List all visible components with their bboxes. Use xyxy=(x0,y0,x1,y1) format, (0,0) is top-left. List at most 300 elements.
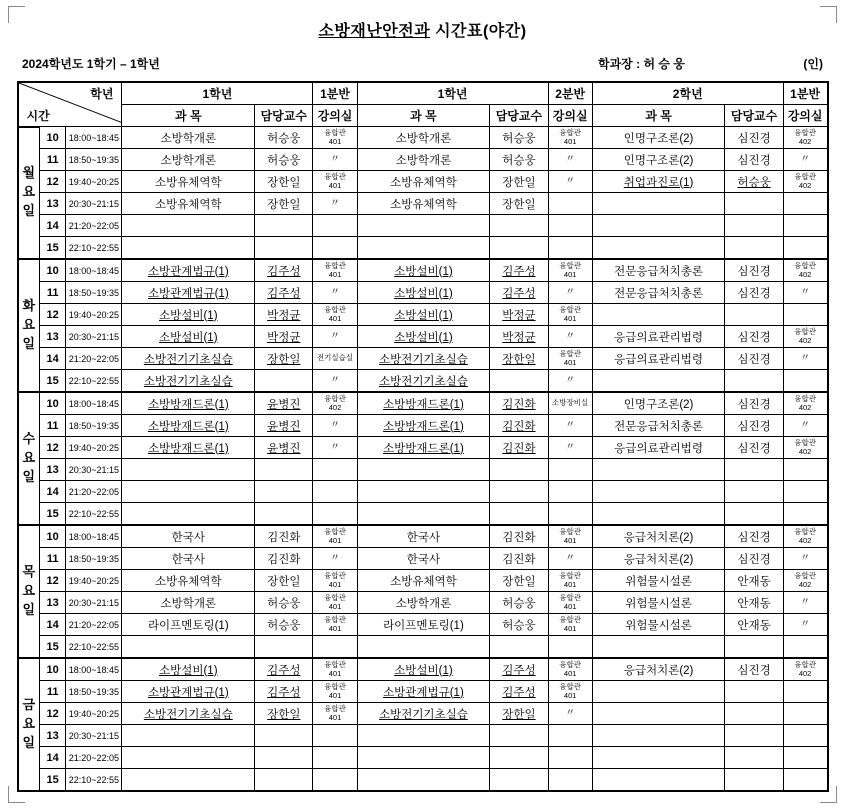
cell-subject-3: 위험물시설론 xyxy=(592,592,725,614)
cell-professor-3: 심진경 xyxy=(725,149,783,171)
col-professor-1: 담당교수 xyxy=(255,105,313,127)
period-time: 18:00~18:45 xyxy=(66,525,122,548)
cell-room-2: 〃 xyxy=(548,370,592,393)
cell-room-2: 소방장비실 xyxy=(548,392,592,415)
cell-subject-3 xyxy=(592,681,725,703)
cell-professor-3: 심진경 xyxy=(725,415,783,437)
cell-room-2: 〃 xyxy=(548,437,592,459)
cell-room-2: 융합관 401 xyxy=(548,592,592,614)
cell-room-1: 융합관 401 xyxy=(313,614,357,636)
table-row xyxy=(18,415,828,437)
period-number: 14 xyxy=(40,481,66,503)
period-number: 10 xyxy=(40,525,66,548)
cell-subject-2: 소방유체역학 xyxy=(357,570,490,592)
group-3-class: 1분반 xyxy=(783,82,827,105)
cell-subject-3 xyxy=(592,370,725,393)
cell-professor-1 xyxy=(255,237,313,260)
table-row xyxy=(18,525,828,548)
cell-room-1 xyxy=(313,215,357,237)
cell-room-2 xyxy=(548,237,592,260)
cell-subject-2: 소방전기기초실습 xyxy=(357,703,490,725)
cell-subject-3 xyxy=(592,769,725,792)
cell-professor-2 xyxy=(490,636,548,659)
cell-subject-2 xyxy=(357,459,490,481)
cell-subject-2: 라이프멘토링(1) xyxy=(357,614,490,636)
cell-room-3: 융합관 402 xyxy=(783,127,827,149)
period-number: 13 xyxy=(40,193,66,215)
cell-room-3: 융합관 402 xyxy=(783,570,827,592)
cell-subject-1: 소방학개론 xyxy=(122,149,255,171)
cell-professor-2 xyxy=(490,503,548,526)
cell-subject-3 xyxy=(592,503,725,526)
period-number: 11 xyxy=(40,548,66,570)
cell-room-2: 융합관 401 xyxy=(548,127,592,149)
cell-subject-1: 소방설비(1) xyxy=(122,326,255,348)
table-row xyxy=(18,503,828,526)
period-time: 22:10~22:55 xyxy=(66,370,122,393)
cell-room-1: 〃 xyxy=(313,149,357,171)
cell-professor-1: 윤병진 xyxy=(255,392,313,415)
table-row xyxy=(18,747,828,769)
cell-professor-2: 허승웅 xyxy=(490,149,548,171)
period-number: 13 xyxy=(40,592,66,614)
cell-room-2: 융합관 401 xyxy=(548,525,592,548)
cell-professor-2: 박정균 xyxy=(490,326,548,348)
cell-room-3: 융합관 402 xyxy=(783,171,827,193)
cell-room-3 xyxy=(783,681,827,703)
cell-room-2: 〃 xyxy=(548,548,592,570)
cell-subject-2: 소방방재드론(1) xyxy=(357,437,490,459)
table-row xyxy=(18,215,828,237)
period-number: 15 xyxy=(40,503,66,526)
period-number: 12 xyxy=(40,437,66,459)
table-row xyxy=(18,636,828,659)
cell-room-1 xyxy=(313,769,357,792)
period-time: 19:40~20:25 xyxy=(66,570,122,592)
period-number: 13 xyxy=(40,725,66,747)
cell-room-2: 〃 xyxy=(548,171,592,193)
table-row xyxy=(18,459,828,481)
cell-professor-1: 윤병진 xyxy=(255,437,313,459)
crop-mark-bottom-left xyxy=(8,786,25,803)
cell-subject-3: 전문응급처치총론 xyxy=(592,259,725,282)
cell-subject-1: 소방관계법규(1) xyxy=(122,282,255,304)
period-time: 20:30~21:15 xyxy=(66,592,122,614)
cell-professor-3 xyxy=(725,237,783,260)
cell-subject-1 xyxy=(122,459,255,481)
group-2-class: 2분반 xyxy=(548,82,592,105)
cell-subject-3 xyxy=(592,215,725,237)
cell-subject-2 xyxy=(357,503,490,526)
cell-subject-2: 소방설비(1) xyxy=(357,326,490,348)
cell-subject-1: 소방관계법규(1) xyxy=(122,259,255,282)
period-number: 14 xyxy=(40,348,66,370)
period-number: 11 xyxy=(40,282,66,304)
table-row xyxy=(18,348,828,370)
cell-subject-2 xyxy=(357,725,490,747)
period-time: 22:10~22:55 xyxy=(66,636,122,659)
cell-room-3: 융합관 402 xyxy=(783,658,827,681)
cell-subject-1: 소방관계법규(1) xyxy=(122,681,255,703)
cell-professor-1 xyxy=(255,769,313,792)
cell-subject-3 xyxy=(592,304,725,326)
table-row xyxy=(18,149,828,171)
cell-room-3 xyxy=(783,193,827,215)
cell-room-1: 융합관 401 xyxy=(313,127,357,149)
cell-room-2 xyxy=(548,459,592,481)
cell-professor-1: 허승웅 xyxy=(255,592,313,614)
col-room-3: 강의실 xyxy=(783,105,827,127)
cell-professor-1: 김주성 xyxy=(255,658,313,681)
cell-professor-1: 윤병진 xyxy=(255,415,313,437)
period-number: 12 xyxy=(40,570,66,592)
cell-subject-3: 위험물시설론 xyxy=(592,570,725,592)
cell-professor-3 xyxy=(725,459,783,481)
period-number: 13 xyxy=(40,326,66,348)
table-row xyxy=(18,259,828,282)
cell-subject-1: 소방설비(1) xyxy=(122,658,255,681)
cell-room-3 xyxy=(783,703,827,725)
cell-room-2: 융합관 401 xyxy=(548,348,592,370)
table-row xyxy=(18,592,828,614)
group-1-grade: 1학년 xyxy=(122,82,313,105)
cell-subject-2 xyxy=(357,215,490,237)
cell-room-3: 융합관 402 xyxy=(783,259,827,282)
cell-subject-2 xyxy=(357,237,490,260)
cell-subject-1: 소방방재드론(1) xyxy=(122,437,255,459)
cell-subject-3 xyxy=(592,237,725,260)
period-number: 15 xyxy=(40,769,66,792)
cell-subject-2: 소방전기기초실습 xyxy=(357,370,490,393)
period-time: 19:40~20:25 xyxy=(66,304,122,326)
cell-professor-2: 김진화 xyxy=(490,392,548,415)
group-1-class: 1분반 xyxy=(313,82,357,105)
cell-subject-3: 인명구조론(2) xyxy=(592,392,725,415)
cell-professor-3: 심진경 xyxy=(725,282,783,304)
table-row xyxy=(18,548,828,570)
cell-room-3: 〃 xyxy=(783,348,827,370)
cell-subject-1 xyxy=(122,503,255,526)
table-row xyxy=(18,658,828,681)
cell-professor-1: 김진화 xyxy=(255,525,313,548)
cell-professor-3: 안재동 xyxy=(725,592,783,614)
cell-professor-2: 김주성 xyxy=(490,282,548,304)
cell-room-2 xyxy=(548,725,592,747)
cell-professor-3: 심진경 xyxy=(725,548,783,570)
cell-room-2 xyxy=(548,747,592,769)
cell-subject-1 xyxy=(122,215,255,237)
cell-room-1: 융합관 401 xyxy=(313,259,357,282)
day-label-5: 금 요 일 xyxy=(18,658,40,791)
period-number: 10 xyxy=(40,392,66,415)
cell-professor-2: 장한일 xyxy=(490,570,548,592)
day-label-3: 수 요 일 xyxy=(18,392,40,525)
table-row xyxy=(18,437,828,459)
cell-room-1: 〃 xyxy=(313,370,357,393)
cell-professor-3: 심진경 xyxy=(725,525,783,548)
cell-professor-2: 김진화 xyxy=(490,548,548,570)
cell-subject-3 xyxy=(592,193,725,215)
cell-subject-2 xyxy=(357,747,490,769)
period-time: 18:50~19:35 xyxy=(66,681,122,703)
cell-professor-3 xyxy=(725,636,783,659)
cell-subject-2: 소방학개론 xyxy=(357,127,490,149)
cell-subject-2: 한국사 xyxy=(357,548,490,570)
cell-professor-1 xyxy=(255,459,313,481)
cell-professor-3: 허승웅 xyxy=(725,171,783,193)
cell-subject-2 xyxy=(357,636,490,659)
cell-room-2: 융합관 401 xyxy=(548,614,592,636)
cell-professor-3: 심진경 xyxy=(725,437,783,459)
period-time: 21:20~22:05 xyxy=(66,747,122,769)
header-corner-time: 시간 xyxy=(26,108,50,123)
cell-professor-1: 장한일 xyxy=(255,703,313,725)
col-professor-3: 담당교수 xyxy=(725,105,783,127)
cell-room-2: 〃 xyxy=(548,415,592,437)
cell-subject-1 xyxy=(122,725,255,747)
cell-room-3: 융합관 402 xyxy=(783,326,827,348)
cell-professor-2 xyxy=(490,215,548,237)
cell-professor-3 xyxy=(725,193,783,215)
cell-professor-3 xyxy=(725,703,783,725)
cell-room-3: 〃 xyxy=(783,592,827,614)
cell-room-3 xyxy=(783,636,827,659)
cell-professor-3: 심진경 xyxy=(725,392,783,415)
period-time: 22:10~22:55 xyxy=(66,769,122,792)
cell-subject-1 xyxy=(122,481,255,503)
cell-professor-1: 허승웅 xyxy=(255,614,313,636)
col-room-1: 강의실 xyxy=(313,105,357,127)
cell-professor-3 xyxy=(725,769,783,792)
cell-room-1: 전기실습실 xyxy=(313,348,357,370)
table-row xyxy=(18,304,828,326)
cell-professor-3 xyxy=(725,725,783,747)
period-time: 18:50~19:35 xyxy=(66,415,122,437)
cell-subject-1: 소방유체역학 xyxy=(122,570,255,592)
cell-room-1: 융합관 401 xyxy=(313,703,357,725)
period-time: 18:00~18:45 xyxy=(66,259,122,282)
col-professor-2: 담당교수 xyxy=(490,105,548,127)
cell-subject-1 xyxy=(122,747,255,769)
cell-room-2 xyxy=(548,481,592,503)
cell-professor-3 xyxy=(725,215,783,237)
table-row xyxy=(18,370,828,393)
cell-professor-3: 심진경 xyxy=(725,326,783,348)
period-time: 18:50~19:35 xyxy=(66,282,122,304)
table-row xyxy=(18,614,828,636)
cell-subject-2: 소방관계법규(1) xyxy=(357,681,490,703)
crop-mark-bottom-right xyxy=(820,786,837,803)
cell-room-3 xyxy=(783,237,827,260)
cell-professor-2: 허승웅 xyxy=(490,592,548,614)
cell-subject-1: 소방전기기초실습 xyxy=(122,348,255,370)
cell-professor-2: 장한일 xyxy=(490,348,548,370)
period-number: 14 xyxy=(40,614,66,636)
cell-room-1: 〃 xyxy=(313,548,357,570)
department-head-label: 학과장 : 허 승 웅 xyxy=(598,57,685,71)
cell-professor-2: 김주성 xyxy=(490,658,548,681)
cell-professor-3 xyxy=(725,304,783,326)
cell-professor-2: 김주성 xyxy=(490,681,548,703)
cell-professor-1 xyxy=(255,370,313,393)
cell-subject-2: 소방전기기초실습 xyxy=(357,348,490,370)
group-3-grade: 2학년 xyxy=(592,82,783,105)
cell-professor-2: 장한일 xyxy=(490,703,548,725)
cell-subject-3: 취업과진로(1) xyxy=(592,171,725,193)
cell-room-1: 〃 xyxy=(313,326,357,348)
table-row xyxy=(18,703,828,725)
cell-professor-1 xyxy=(255,503,313,526)
cell-room-3 xyxy=(783,503,827,526)
cell-room-3: 〃 xyxy=(783,282,827,304)
cell-professor-3: 안재동 xyxy=(725,614,783,636)
cell-subject-2: 소방설비(1) xyxy=(357,259,490,282)
cell-room-2: 융합관 401 xyxy=(548,658,592,681)
cell-room-3 xyxy=(783,747,827,769)
cell-subject-2: 소방설비(1) xyxy=(357,304,490,326)
semester-label: 2024학년도 1학기 – 1학년 xyxy=(22,57,160,71)
cell-room-3: 융합관 402 xyxy=(783,437,827,459)
cell-subject-2: 소방학개론 xyxy=(357,592,490,614)
cell-professor-2 xyxy=(490,237,548,260)
period-time: 21:20~22:05 xyxy=(66,215,122,237)
period-number: 14 xyxy=(40,215,66,237)
cell-room-1: 융합관 401 xyxy=(313,592,357,614)
period-number: 11 xyxy=(40,681,66,703)
cell-subject-3: 전문응급처치총론 xyxy=(592,282,725,304)
cell-subject-2: 소방설비(1) xyxy=(357,658,490,681)
crop-mark-top-left xyxy=(8,6,25,23)
cell-room-1: 융합관 401 xyxy=(313,171,357,193)
subheader xyxy=(18,53,827,75)
cell-room-1 xyxy=(313,725,357,747)
cell-subject-3 xyxy=(592,481,725,503)
cell-room-3 xyxy=(783,725,827,747)
period-time: 18:50~19:35 xyxy=(66,149,122,171)
cell-professor-2: 김주성 xyxy=(490,259,548,282)
period-number: 15 xyxy=(40,636,66,659)
cell-room-2 xyxy=(548,215,592,237)
col-subject-1: 과 목 xyxy=(122,105,255,127)
cell-room-1 xyxy=(313,747,357,769)
cell-professor-2 xyxy=(490,747,548,769)
period-time: 18:00~18:45 xyxy=(66,127,122,149)
cell-professor-3: 심진경 xyxy=(725,348,783,370)
cell-room-3: 〃 xyxy=(783,149,827,171)
table-row xyxy=(18,326,828,348)
cell-subject-2: 한국사 xyxy=(357,525,490,548)
cell-subject-1: 라이프멘토링(1) xyxy=(122,614,255,636)
cell-subject-3: 위험물시설론 xyxy=(592,614,725,636)
cell-room-1: 융합관 401 xyxy=(313,681,357,703)
cell-professor-3: 심진경 xyxy=(725,127,783,149)
cell-subject-1: 소방방재드론(1) xyxy=(122,392,255,415)
cell-subject-2: 소방설비(1) xyxy=(357,282,490,304)
cell-professor-2: 김진화 xyxy=(490,437,548,459)
cell-professor-2 xyxy=(490,370,548,393)
cell-subject-3: 응급처치론(2) xyxy=(592,658,725,681)
cell-subject-3 xyxy=(592,459,725,481)
cell-subject-2: 소방유체역학 xyxy=(357,171,490,193)
cell-room-1: 〃 xyxy=(313,282,357,304)
cell-subject-3: 응급처치론(2) xyxy=(592,548,725,570)
cell-professor-3: 심진경 xyxy=(725,259,783,282)
timetable-body xyxy=(18,127,828,792)
cell-professor-2: 허승웅 xyxy=(490,614,548,636)
cell-professor-3: 심진경 xyxy=(725,658,783,681)
cell-subject-1: 한국사 xyxy=(122,548,255,570)
header-corner xyxy=(18,82,122,127)
cell-room-1 xyxy=(313,459,357,481)
cell-subject-1 xyxy=(122,237,255,260)
period-number: 15 xyxy=(40,237,66,260)
cell-room-3 xyxy=(783,459,827,481)
cell-room-3: 융합관 402 xyxy=(783,392,827,415)
period-time: 20:30~21:15 xyxy=(66,326,122,348)
cell-professor-2 xyxy=(490,459,548,481)
period-time: 21:20~22:05 xyxy=(66,481,122,503)
table-row xyxy=(18,127,828,149)
cell-professor-2 xyxy=(490,481,548,503)
cell-professor-2: 허승웅 xyxy=(490,127,548,149)
cell-subject-3: 응급처치론(2) xyxy=(592,525,725,548)
table-row xyxy=(18,237,828,260)
cell-subject-1 xyxy=(122,636,255,659)
period-number: 15 xyxy=(40,370,66,393)
cell-professor-2: 장한일 xyxy=(490,171,548,193)
period-time: 20:30~21:15 xyxy=(66,725,122,747)
cell-room-2 xyxy=(548,193,592,215)
cell-subject-1: 한국사 xyxy=(122,525,255,548)
cell-professor-3 xyxy=(725,503,783,526)
cell-room-2 xyxy=(548,503,592,526)
table-row xyxy=(18,725,828,747)
cell-subject-1: 소방유체역학 xyxy=(122,171,255,193)
cell-professor-1 xyxy=(255,481,313,503)
cell-room-1 xyxy=(313,481,357,503)
cell-room-2: 융합관 401 xyxy=(548,570,592,592)
cell-subject-3: 인명구조론(2) xyxy=(592,127,725,149)
cell-subject-2: 소방유체역학 xyxy=(357,193,490,215)
table-row xyxy=(18,681,828,703)
cell-room-3: 〃 xyxy=(783,415,827,437)
period-time: 20:30~21:15 xyxy=(66,193,122,215)
cell-professor-1: 장한일 xyxy=(255,171,313,193)
cell-professor-3 xyxy=(725,747,783,769)
cell-room-2: 융합관 401 xyxy=(548,259,592,282)
cell-professor-1 xyxy=(255,725,313,747)
cell-professor-2: 박정균 xyxy=(490,304,548,326)
timetable xyxy=(17,81,829,792)
cell-room-3: 융합관 402 xyxy=(783,525,827,548)
period-time: 22:10~22:55 xyxy=(66,503,122,526)
cell-professor-1: 박정균 xyxy=(255,304,313,326)
crop-mark-top-right xyxy=(820,6,837,23)
cell-room-2 xyxy=(548,769,592,792)
cell-room-1: 융합관 402 xyxy=(313,392,357,415)
cell-professor-3 xyxy=(725,481,783,503)
cell-professor-1: 김주성 xyxy=(255,259,313,282)
cell-room-3 xyxy=(783,215,827,237)
cell-room-3: 〃 xyxy=(783,548,827,570)
cell-room-2: 〃 xyxy=(548,282,592,304)
table-row xyxy=(18,481,828,503)
cell-room-2: 융합관 401 xyxy=(548,681,592,703)
cell-room-1: 융합관 401 xyxy=(313,658,357,681)
cell-professor-2: 김진화 xyxy=(490,525,548,548)
table-row xyxy=(18,282,828,304)
cell-subject-3 xyxy=(592,636,725,659)
